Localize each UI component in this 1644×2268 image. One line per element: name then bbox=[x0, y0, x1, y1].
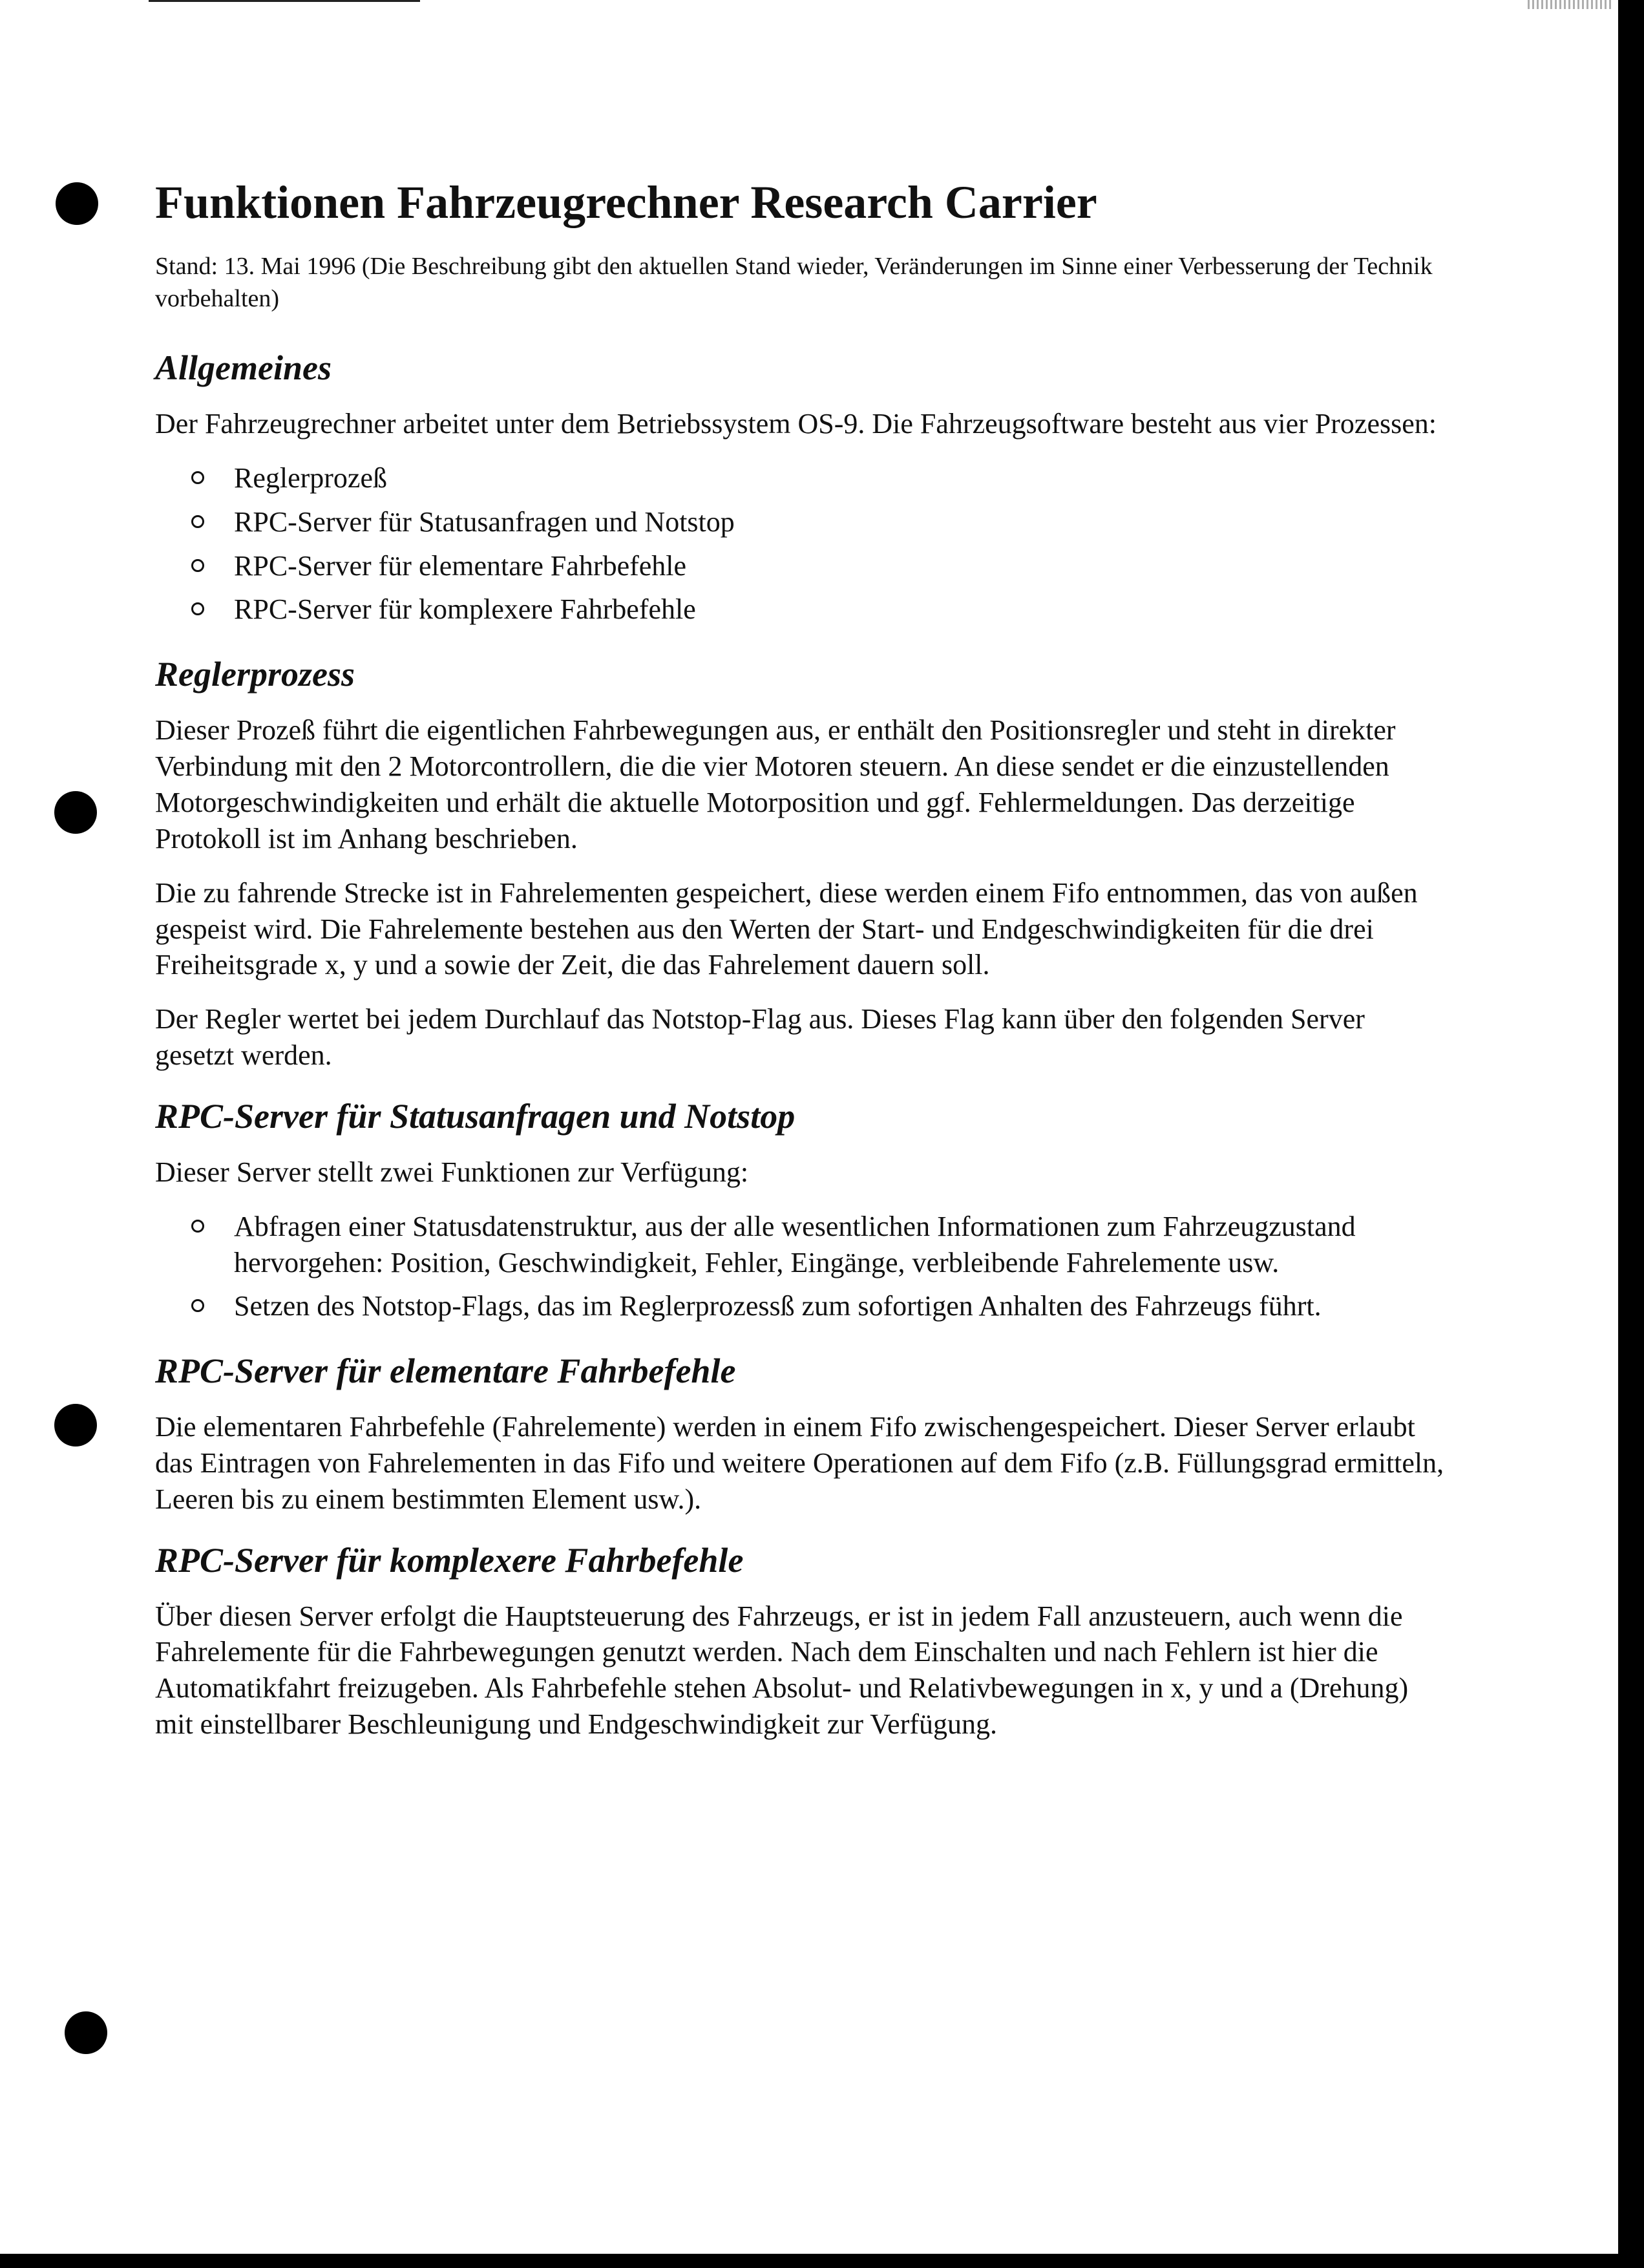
paragraph: Der Regler wertet bei jedem Durchlauf das Notstop-Flag aus. Dieses Flag kann über den folgenden Server gesetzt werden. bbox=[155, 1003, 1365, 1072]
circle-bullet-icon bbox=[191, 1299, 204, 1312]
list-item: Abfragen einer Statusdatenstruktur, aus der alle wesentlichen Informationen zum Fahrzeugzustand hervorgehen: Position, Geschwindigkeit, Fehler, Eingänge, verbleibende Fahrelemente usw. bbox=[155, 1209, 1448, 1281]
scan-artifact-speckle bbox=[1528, 0, 1612, 9]
list-item: Reglerprozeß bbox=[155, 460, 1448, 496]
paragraph: Die elementaren Fahrbefehle (Fahrelemente) werden in einem Fifo zwischengespeichert. Dieser Server erlaubt das Eintragen von Fahrelementen in das Fifo und weitere Operationen auf dem Fifo (z.B. Füllungsgrad ermitteln, Leeren bis zu einem bestimmten Element usw.). bbox=[155, 1411, 1444, 1515]
document-date-note: Stand: 13. Mai 1996 (Die Beschreibung gibt den aktuellen Stand wieder, Veränderungen im Sinne einer Verbesserung der Technik vorbehalten) bbox=[155, 253, 1433, 312]
paragraph: Über diesen Server erfolgt die Hauptsteuerung des Fahrzeugs, er ist in jedem Fall anzusteuern, auch wenn die Fahrelemente für die Fahrbewegungen genutzt werden. Nach dem Einschalten und nach Fehlern ist hier die Automatikfahrt freizugeben. Als Fahrbefehle stehen Absolut- und Relativbewegungen in x, y und a (Drehung) mit einstellbarer Beschleunigung und Endgeschwindigkeit zur Verfügung. bbox=[155, 1600, 1409, 1741]
section-heading: RPC-Server für Statusanfragen und Notstop bbox=[155, 1097, 796, 1136]
list-item: RPC-Server für komplexere Fahrbefehle bbox=[155, 591, 1448, 628]
paragraph: Dieser Prozeß führt die eigentlichen Fahrbewegungen aus, er enthält den Positionsregler und steht in direkter Verbindung mit den 2 Motorcontrollern, die die vier Motoren steuern. An diese sendet er die einzustellenden Motorgeschwindigkeiten und erhält die aktuelle Motorposition und ggf. Fehlermeldungen. Das derzeitige Protokoll ist im Anhang beschrieben. bbox=[155, 714, 1396, 854]
section-rpc-elementare-fahrbefehle bbox=[155, 1350, 1448, 1517]
scan-edge-right bbox=[1618, 0, 1644, 2268]
section-rpc-status-notstop bbox=[155, 1096, 1448, 1324]
scan-edge-bottom bbox=[0, 2254, 1644, 2268]
process-list bbox=[155, 460, 1448, 628]
document-title: Funktionen Fahrzeugrechner Research Carrier bbox=[155, 176, 1097, 228]
section-allgemeines bbox=[155, 347, 1448, 628]
section-reglerprozess bbox=[155, 653, 1448, 1074]
paragraph: Die zu fahrende Strecke ist in Fahrelementen gespeichert, diese werden einem Fifo entnommen, das von außen gespeist wird. Die Fahrelemente bestehen aus den Werten der Start- und Endgeschwindigkeiten für die drei Freiheitsgrade x, y und a sowie der Zeit, die das Fahrelement dauern soll. bbox=[155, 876, 1418, 981]
circle-bullet-icon bbox=[191, 559, 204, 572]
document-body bbox=[155, 175, 1448, 1765]
punch-hole bbox=[54, 1404, 97, 1447]
function-list bbox=[155, 1209, 1448, 1325]
scan-artifact-line bbox=[149, 0, 420, 2]
section-heading: RPC-Server für komplexere Fahrbefehle bbox=[155, 1540, 744, 1580]
section-rpc-komplexere-fahrbefehle bbox=[155, 1540, 1448, 1743]
paragraph: Dieser Server stellt zwei Funktionen zur Verfügung: bbox=[155, 1156, 749, 1188]
circle-bullet-icon bbox=[191, 1220, 204, 1233]
punch-hole bbox=[65, 2011, 107, 2054]
circle-bullet-icon bbox=[191, 602, 204, 615]
circle-bullet-icon bbox=[191, 515, 204, 528]
punch-hole bbox=[56, 182, 98, 225]
circle-bullet-icon bbox=[191, 471, 204, 484]
list-item: Setzen des Notstop-Flags, das im Reglerprozessß zum sofortigen Anhalten des Fahrzeugs führt. bbox=[155, 1288, 1448, 1324]
section-heading: Reglerprozess bbox=[155, 655, 355, 694]
punch-hole bbox=[54, 791, 97, 834]
list-item: RPC-Server für Statusanfragen und Notstop bbox=[155, 504, 1448, 540]
section-heading: RPC-Server für elementare Fahrbefehle bbox=[155, 1351, 736, 1391]
list-item: RPC-Server für elementare Fahrbefehle bbox=[155, 548, 1448, 584]
section-heading: Allgemeines bbox=[155, 348, 332, 388]
paragraph: Der Fahrzeugrechner arbeitet unter dem Betriebssystem OS-9. Die Fahrzeugsoftware besteht aus vier Prozessen: bbox=[155, 407, 1437, 440]
